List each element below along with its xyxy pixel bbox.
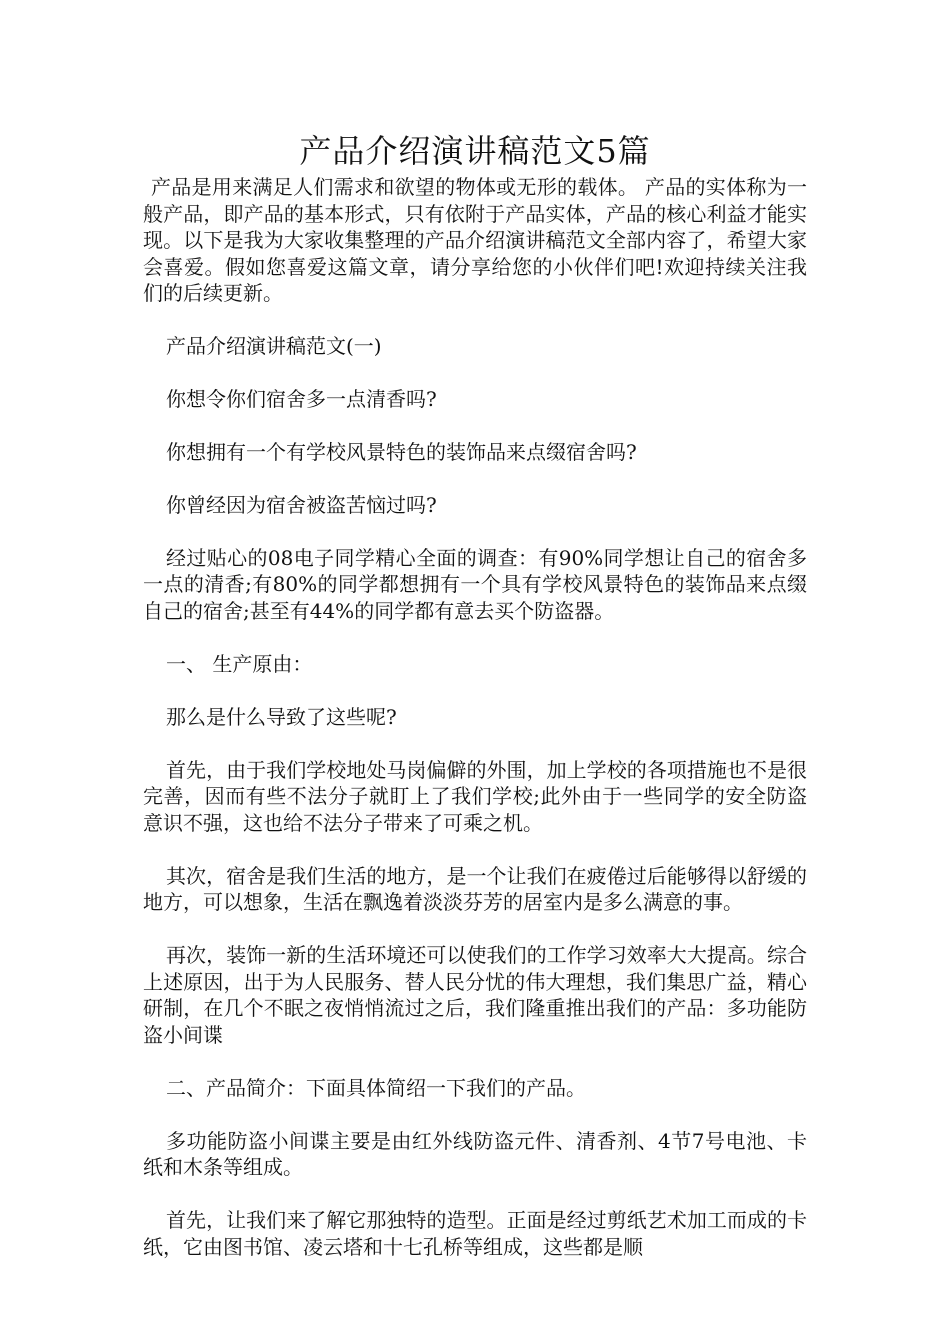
body-paragraph: 经过贴心的08电子同学精心全面的调查：有90%同学想让自己的宿舍多一点的清香;有80%的同学都想拥有一个具有学校风景特色的装饰品来点缀自己的宿舍;甚至有44%的同学都有意去买个防盗器。 <box>143 545 807 623</box>
section-heading-1: 产品介绍演讲稿范文(一) <box>166 333 382 358</box>
body-paragraph: 其次，宿舍是我们生活的地方，是一个让我们在疲倦过后能够得以舒缓的地方，可以想象，生活在飘逸着淡淡芬芳的居室内是多么满意的事。 <box>143 863 807 914</box>
body-paragraph: 你想拥有一个有学校风景特色的装饰品来点缀宿舍吗? <box>166 439 637 464</box>
subsection-heading: 二、产品简介：下面具体简绍一下我们的产品。 <box>166 1075 586 1100</box>
body-paragraph: 你想令你们宿舍多一点清香吗? <box>166 386 437 411</box>
body-paragraph: 再次，装饰一新的生活环境还可以使我们的工作学习效率大大提高。综合上述原因，出于为人民服务、替人民分忧的伟大理想，我们集思广益，精心研制，在几个不眠之夜悄悄流过之后，我们隆重推出我们的产品：多功能防盗小间谍 <box>143 943 807 1047</box>
body-paragraph: 首先，让我们来了解它那独特的造型。正面是经过剪纸艺术加工而成的卡纸，它由图书馆、凌云塔和十七孔桥等组成，这些都是顺 <box>143 1208 807 1259</box>
body-paragraph: 首先，由于我们学校地处马岗偏僻的外围，加上学校的各项措施也不是很完善，因而有些不法分子就盯上了我们学校;此外由于一些同学的安全防盗意识不强，这也给不法分子带来了可乘之机。 <box>143 757 807 835</box>
intro-paragraph: 产品是用来满足人们需求和欲望的物体或无形的载体。 产品的实体称为一般产品，即产品的基本形式，只有依附于产品实体，产品的核心利益才能实现。以下是我为大家收集整理的产品介绍演讲稿范文全部内容了，希望大家会喜爱。假如您喜爱这篇文章，请分享给您的小伙伴们吧!欢迎持续关注我们的后续更新。 <box>143 175 807 305</box>
document-body <box>143 174 807 1260</box>
body-paragraph: 你曾经因为宿舍被盗苦恼过吗? <box>166 492 437 517</box>
body-paragraph: 那么是什么导致了这些呢? <box>166 704 397 729</box>
subsection-heading: 一、 生产原由： <box>166 651 313 676</box>
document-title: 产品介绍演讲稿范文5篇 <box>299 132 651 170</box>
body-paragraph: 多功能防盗小间谍主要是由红外线防盗元件、清香剂、4节7号电池、卡纸和木条等组成。 <box>143 1128 807 1179</box>
